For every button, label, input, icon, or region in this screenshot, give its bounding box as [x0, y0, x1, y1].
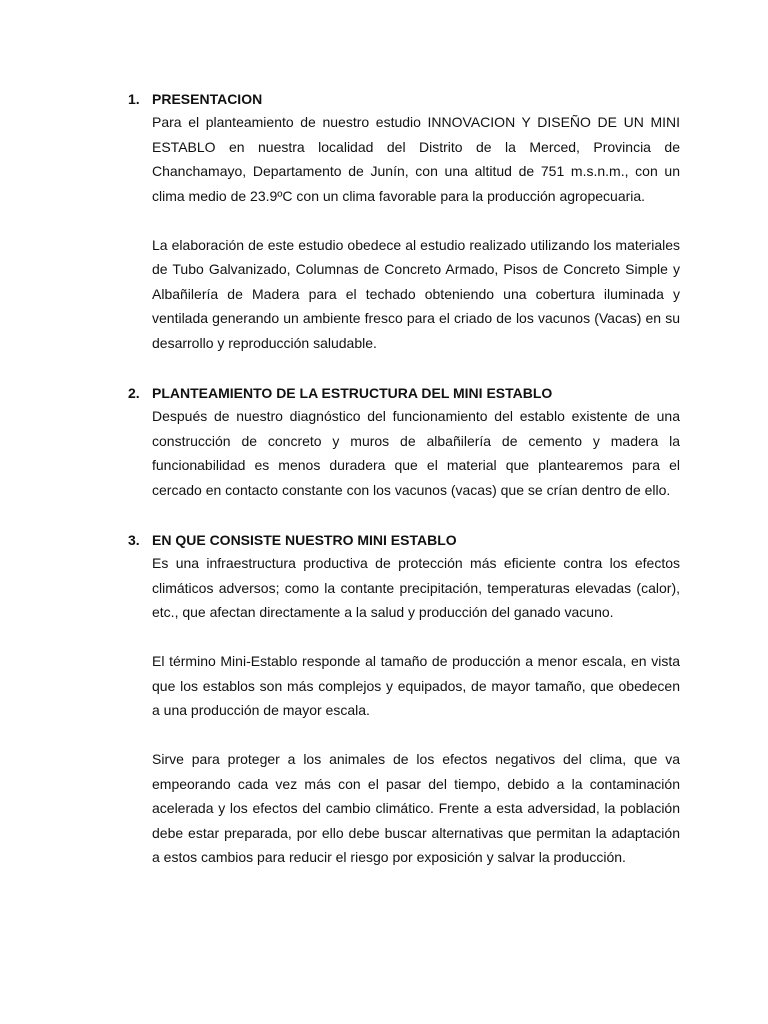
- paragraph: Después de nuestro diagnóstico del funcionamiento del establo existente de una construcción de concreto y muros de albañilería de cemento y madera la funcionabilidad es menos duradera que el material que plantearemos para el cercado en contacto constante con los vacunos (vacas) que se crían dentro de ello.: [152, 408, 680, 498]
- section-number: 2.: [128, 385, 140, 401]
- section-planteamiento: [128, 382, 680, 502]
- section-heading: [128, 382, 680, 404]
- section-title: PRESENTACION: [152, 91, 263, 107]
- section-title: EN QUE CONSISTE NUESTRO MINI ESTABLO: [152, 532, 457, 548]
- paragraph: Sirve para proteger a los animales de los efectos negativos del clima, que va empeorando cada vez más con el pasar del tiempo, debido a la contaminación acelerada y los efectos del cambio climático. Frente a esta adversidad, la población debe estar preparada, por ello debe buscar alternativas que permitan la adaptación a estos cambios para reducir el riesgo por exposición y salvar la producción.: [152, 751, 680, 865]
- paragraph: Para el planteamiento de nuestro estudio INNOVACION Y DISEÑO DE UN MINI ESTABLO en nuestra localidad del Distrito de la Merced, Provincia de Chanchamayo, Departamento de Junín, con una altitud de 751 m.s.n.m., con un clima medio de 23.9ºC con un clima favorable para la producción agropecuaria.: [152, 114, 680, 204]
- section-number: 3.: [128, 532, 140, 548]
- section-heading: [128, 88, 680, 110]
- paragraph: Es una infraestructura productiva de protección más eficiente contra los efectos climáticos adversos; como la contante precipitación, temperaturas elevadas (calor), etc., que afectan directamente a la salud y producción del ganado vacuno.: [152, 555, 680, 620]
- paragraph: El término Mini-Establo responde al tamaño de producción a menor escala, en vista que los establos son más complejos y equipados, de mayor tamaño, que obedecen a una producción de mayor escala.: [152, 653, 680, 718]
- section-presentacion: [128, 88, 680, 355]
- section-heading: [128, 529, 680, 551]
- section-title: PLANTEAMIENTO DE LA ESTRUCTURA DEL MINI ESTABLO: [152, 385, 553, 401]
- paragraph: La elaboración de este estudio obedece al estudio realizado utilizando los materiales de Tubo Galvanizado, Columnas de Concreto Armado, Pisos de Concreto Simple y Albañilería de Madera para el techado obteniendo una cobertura iluminada y ventilada generando un ambiente fresco para el criado de los vacunos (Vacas) en su desarrollo y reproducción saludable.: [152, 236, 680, 351]
- section-en-que-consiste: [128, 529, 680, 870]
- section-number: 1.: [128, 91, 140, 107]
